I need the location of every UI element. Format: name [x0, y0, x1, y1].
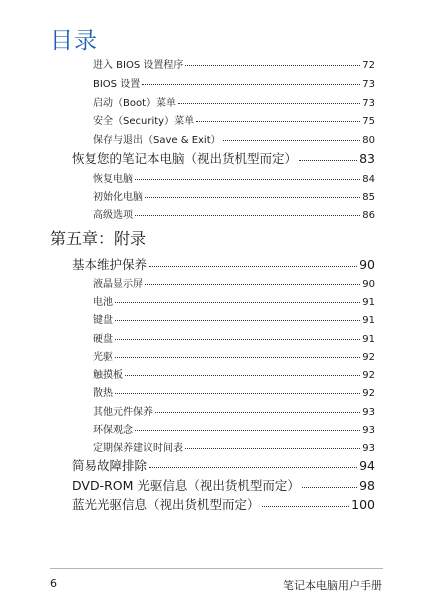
toc-entry[interactable]	[93, 275, 375, 290]
toc-entry-page: 98	[359, 478, 375, 493]
dot-leader	[155, 411, 360, 413]
dot-leader	[178, 102, 360, 104]
toc-entry-label: 基本维护保养	[72, 257, 148, 272]
dot-leader	[185, 64, 360, 66]
toc-entry-page: 100	[351, 497, 375, 512]
toc-entry-page: 85	[362, 192, 375, 203]
toc-section-entry[interactable]	[72, 476, 375, 494]
toc-entry-label: 环保观念	[93, 425, 133, 436]
toc-entry-label: 散热	[93, 388, 113, 399]
toc-entry-page: 83	[359, 151, 375, 166]
toc-entry[interactable]	[93, 293, 375, 308]
toc-entry-page: 80	[362, 135, 375, 146]
chapter-heading: 第五章：附录	[50, 229, 147, 248]
toc-entry[interactable]	[93, 170, 375, 185]
toc-section-entry[interactable]	[72, 456, 375, 474]
toc-entry-label: 蓝光光驱信息（视出货机型而定）	[72, 497, 260, 512]
toc-entry-page: 91	[362, 315, 375, 326]
toc-entry-page: 92	[362, 352, 375, 363]
dot-leader	[135, 178, 360, 180]
toc-entry-label: 键盘	[93, 315, 113, 326]
dot-leader	[115, 301, 360, 303]
toc-entry-label: DVD-ROM 光驱信息（视出货机型而定）	[72, 478, 300, 493]
dot-leader	[115, 356, 360, 358]
toc-entry[interactable]	[93, 421, 375, 436]
toc-entry-label: 液晶显示屏	[93, 279, 143, 290]
footer-divider	[50, 568, 383, 569]
dot-leader	[223, 139, 361, 141]
toc-entry-page: 93	[362, 443, 375, 454]
toc-entry-label: 其他元件保养	[93, 407, 153, 418]
dot-leader	[302, 486, 357, 488]
toc-entry-page: 91	[362, 297, 375, 308]
toc-entry-label: 进入 BIOS 设置程序	[93, 60, 184, 71]
toc-entry[interactable]	[93, 403, 375, 418]
toc-entry-label: 保存与退出（Save & Exit）	[93, 135, 221, 146]
toc-section-entry[interactable]	[72, 495, 375, 513]
page-title: 目录	[50, 28, 98, 54]
dot-leader	[145, 196, 360, 198]
toc-entry-label: 高级选项	[93, 210, 133, 221]
toc-entry[interactable]	[93, 94, 375, 109]
toc-entry-page: 84	[362, 174, 375, 185]
toc-entry[interactable]	[93, 348, 375, 363]
toc-entry-page: 92	[362, 370, 375, 381]
toc-entry-label: 启动（Boot）菜单	[93, 98, 177, 109]
toc-entry-page: 73	[362, 98, 375, 109]
dot-leader	[115, 319, 360, 321]
dot-leader	[149, 265, 357, 267]
toc-entry-page: 94	[359, 458, 375, 473]
toc-entry-label: 简易故障排除	[72, 458, 148, 473]
toc-entry-page: 86	[362, 210, 375, 221]
toc-entry[interactable]	[93, 56, 375, 71]
dot-leader	[262, 505, 350, 507]
toc-entry-label: 安全（Security）菜单	[93, 116, 195, 127]
dot-leader	[145, 283, 360, 285]
toc-section-entry[interactable]	[72, 149, 375, 167]
toc-entry-page: 90	[362, 279, 375, 290]
toc-entry-label: 触摸板	[93, 370, 123, 381]
toc-entry[interactable]	[93, 131, 375, 146]
toc-entry[interactable]	[93, 311, 375, 326]
toc-entry-page: 72	[362, 60, 375, 71]
dot-leader	[142, 83, 360, 85]
dot-leader	[196, 120, 360, 122]
toc-entry-label: 硬盘	[93, 334, 113, 345]
toc-entry-label: 恢复您的笔记本电脑（视出货机型而定）	[72, 151, 298, 166]
toc-entry-label: 电池	[93, 297, 113, 308]
toc-entry[interactable]	[93, 366, 375, 381]
toc-entry-label: 恢复电脑	[93, 174, 133, 185]
toc-entry-page: 75	[362, 116, 375, 127]
toc-entry-page: 73	[362, 79, 375, 90]
footer-manual-title: 笔记本电脑用户手册	[283, 579, 382, 592]
toc-entry[interactable]	[93, 112, 375, 127]
toc-entry[interactable]	[93, 439, 375, 454]
dot-leader	[185, 447, 360, 449]
dot-leader	[149, 466, 357, 468]
toc-entry[interactable]	[93, 188, 375, 203]
toc-entry-label: 定期保养建议时间表	[93, 443, 183, 454]
toc-entry-page: 92	[362, 388, 375, 399]
toc-entry[interactable]	[93, 384, 375, 399]
toc-entry-page: 93	[362, 425, 375, 436]
dot-leader	[135, 214, 360, 216]
dot-leader	[299, 159, 357, 161]
footer-page-number: 6	[50, 577, 57, 590]
toc-entry[interactable]	[93, 75, 375, 90]
toc-entry[interactable]	[93, 206, 375, 221]
dot-leader	[135, 429, 360, 431]
dot-leader	[115, 392, 360, 394]
toc-section-entry[interactable]	[72, 255, 375, 273]
toc-entry-label: BIOS 设置	[93, 79, 141, 90]
toc-entry-page: 91	[362, 334, 375, 345]
toc-entry-page: 93	[362, 407, 375, 418]
dot-leader	[115, 338, 360, 340]
dot-leader	[125, 374, 360, 376]
toc-entry-label: 初始化电脑	[93, 192, 143, 203]
toc-entry-label: 光驱	[93, 352, 113, 363]
toc-entry[interactable]	[93, 330, 375, 345]
toc-entry-page: 90	[359, 257, 375, 272]
